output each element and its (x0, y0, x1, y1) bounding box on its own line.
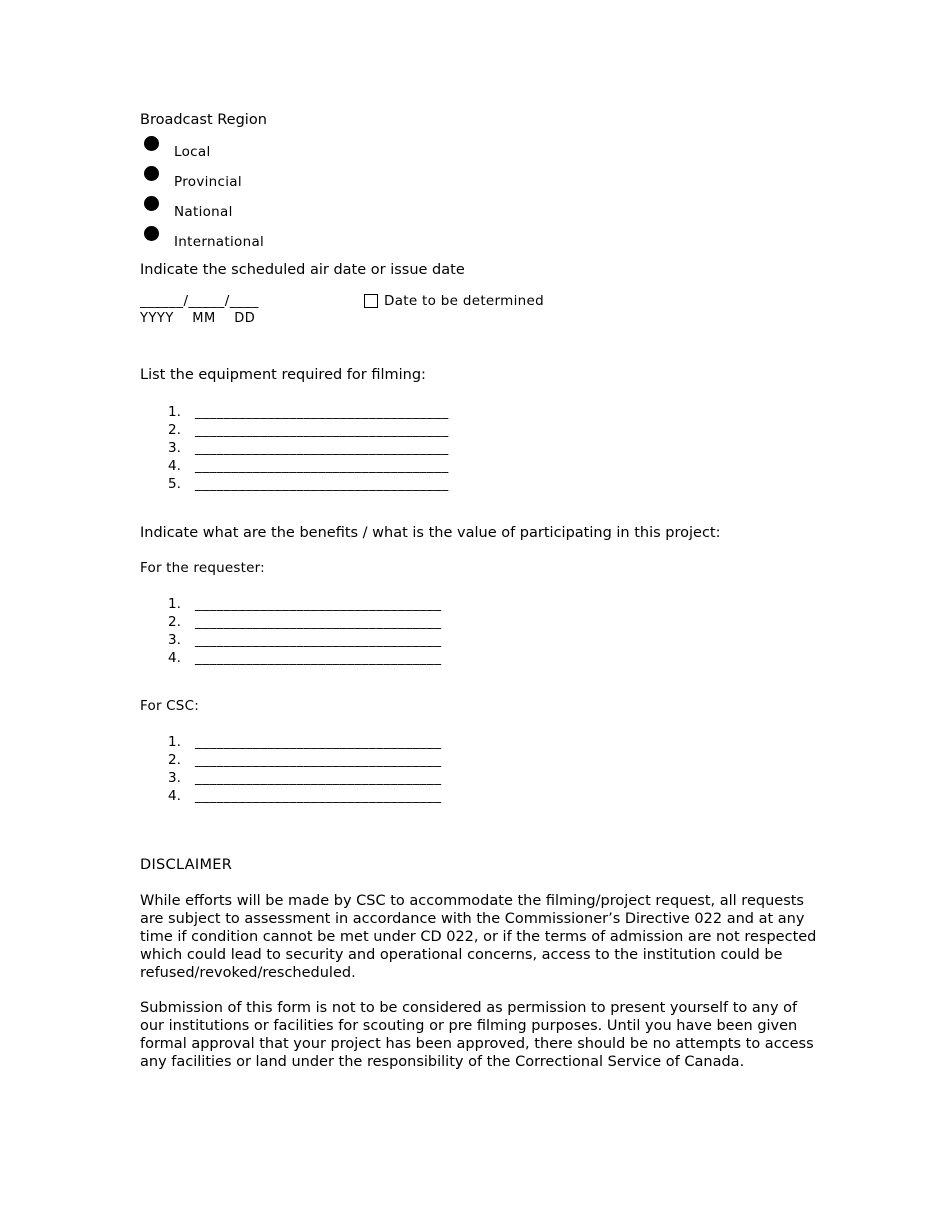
radio-bullet-icon[interactable] (144, 196, 159, 211)
list-number: 4. (168, 458, 181, 474)
radio-bullet-icon[interactable] (144, 166, 159, 181)
list-number: 2. (168, 752, 181, 768)
list-item[interactable] (140, 751, 820, 769)
list-number: 4. (168, 788, 181, 804)
list-item[interactable] (140, 439, 820, 457)
form-page (140, 108, 820, 1071)
requester-title: For the requester: (140, 560, 265, 576)
blank-line[interactable]: __________________________________ (195, 650, 442, 666)
radio-bullet-icon[interactable] (144, 136, 159, 151)
csc-benefits-list (140, 733, 820, 805)
list-item[interactable] (140, 457, 820, 475)
list-number: 2. (168, 614, 181, 630)
broadcast-region-title: Broadcast Region (140, 112, 267, 128)
radio-label-local: Local (174, 144, 211, 160)
list-item[interactable] (140, 421, 820, 439)
equipment-title: List the equipment required for filming: (140, 367, 426, 383)
radio-label-national: National (174, 204, 233, 220)
list-number: 5. (168, 476, 181, 492)
disclaimer-title: DISCLAIMER (140, 857, 233, 873)
list-item[interactable] (140, 733, 820, 751)
blank-line[interactable]: __________________________________ (195, 770, 442, 786)
blank-line[interactable]: ___________________________________ (195, 476, 449, 492)
disclaimer-paragraph-2: Submission of this form is not to be considered as permission to present yourself to any of our institutions or facilities for scouting or pre filming purposes. Until you have been given formal approval that your project has been approved, there should be no attempts to access any facilities or land under the responsibility of the Correctional Service of Canada. (140, 1000, 814, 1070)
blank-line[interactable]: __________________________________ (195, 734, 442, 750)
equipment-list (140, 403, 820, 493)
list-number: 1. (168, 596, 181, 612)
radio-label-provincial: Provincial (174, 174, 242, 190)
radio-bullet-icon[interactable] (144, 226, 159, 241)
blank-line[interactable]: ___________________________________ (195, 422, 449, 438)
list-item[interactable] (140, 595, 820, 613)
benefits-title: Indicate what are the benefits / what is the value of participating in this project: (140, 525, 721, 541)
blank-line[interactable]: __________________________________ (195, 788, 442, 804)
air-date-title: Indicate the scheduled air date or issue date (140, 262, 465, 278)
blank-line[interactable]: __________________________________ (195, 752, 442, 768)
disclaimer-paragraph-1: While efforts will be made by CSC to accommodate the filming/project request, all requests are subject to assessment in accordance with the Commissioner’s Directive 022 and at any time if condition cannot be met under CD 022, or if the terms of admission are not respected which could lead to security and operational concerns, access to the institution could be refused/revoked/rescheduled. (140, 893, 817, 981)
list-number: 3. (168, 770, 181, 786)
blank-line[interactable]: ___________________________________ (195, 458, 449, 474)
air-date-field[interactable]: ______/_____/____ (140, 293, 259, 309)
radio-option-local[interactable] (140, 136, 820, 166)
blank-line[interactable]: ___________________________________ (195, 440, 449, 456)
air-date-format-label: YYYY MM DD (140, 311, 256, 326)
radio-option-national[interactable] (140, 196, 820, 226)
list-item[interactable] (140, 403, 820, 421)
broadcast-region-options (140, 136, 820, 256)
list-number: 3. (168, 632, 181, 648)
blank-line[interactable]: __________________________________ (195, 614, 442, 630)
list-number: 1. (168, 404, 181, 420)
list-item[interactable] (140, 475, 820, 493)
list-item[interactable] (140, 787, 820, 805)
list-number: 3. (168, 440, 181, 456)
requester-benefits-list (140, 595, 820, 667)
list-number: 1. (168, 734, 181, 750)
list-item[interactable] (140, 613, 820, 631)
radio-option-international[interactable] (140, 226, 820, 256)
csc-title: For CSC: (140, 698, 199, 714)
date-tbd-label: Date to be determined (384, 293, 544, 309)
air-date-row (140, 292, 820, 336)
list-item[interactable] (140, 631, 820, 649)
blank-line[interactable]: __________________________________ (195, 596, 442, 612)
list-item[interactable] (140, 649, 820, 667)
list-number: 2. (168, 422, 181, 438)
radio-label-international: International (174, 234, 265, 250)
blank-line[interactable]: ___________________________________ (195, 404, 449, 420)
list-number: 4. (168, 650, 181, 666)
list-item[interactable] (140, 769, 820, 787)
blank-line[interactable]: __________________________________ (195, 632, 442, 648)
date-tbd-checkbox[interactable] (364, 294, 378, 308)
date-tbd-option[interactable] (364, 292, 544, 310)
radio-option-provincial[interactable] (140, 166, 820, 196)
